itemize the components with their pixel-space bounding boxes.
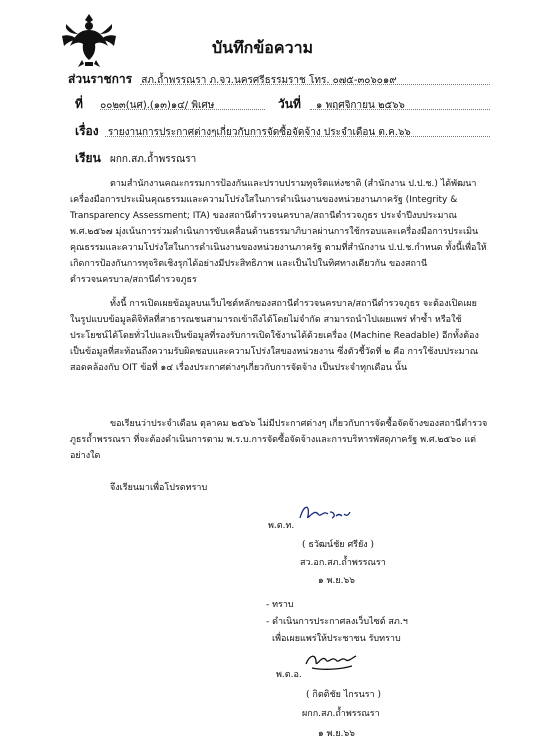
signer-1-rank: พ.ต.ท. — [268, 521, 295, 531]
doc-number-row — [75, 95, 214, 114]
doc-number-value: ๐๐๒๓(นศ).(๑๓)๑๔/ พิเศษ — [100, 100, 215, 111]
subject-row — [75, 122, 411, 141]
recipient-value: ผกก.สภ.ถ้ำพรรณรา — [109, 154, 197, 165]
signer-2-date: ๑ พ.ย.๖๖ — [318, 729, 355, 739]
subject-dotline — [105, 136, 490, 137]
subject-value: รายงานการประกาศต่างๆเกี่ยวกับการจัดซื้อจัดจ้าง ประจำเดือน ต.ค.๖๖ — [107, 127, 411, 138]
memo-title: บันทึกข้อความ — [212, 38, 314, 57]
signer-1-date: ๑ พ.ย.๖๖ — [318, 576, 355, 586]
body-paragraph-2: ทั้งนี้ การเปิดเผยข้อมูลบนเว็บไซต์หลักของสถานีตำรวจนครบาล/สถานีตำรวจภูธร จะต้องเปิดเผย ในรูปแบบข้อมูลดิจิทัลที่สาธารณชนสามารถเข้าถึงได้โดยไม่จำกัด สามารถนำไปเผยแพร่ ทำซ้ำ หรือใช้ประโยชน์ได้โดยทั่วไปและเป็นข้อมูลที่รองรับการเปิดใช้งานได้ด้วยเครื่อง (Machine Readable) อีกทั้งต้องเป็นข้อมูลที่สะท้อนถึงความรับผิดชอบและความโปร่งใสของหน่วยงาน ซึ่งตัวชี้วัดที่ ๒ คือ การใช้งบประมาณ สอดคล้องกับ OIT ข้อที่ ๑๔ เรื่องประกาศต่างๆเกี่ยวกับการจัดจ้าง เป็นประจำทุกเดือน นั้น — [70, 299, 479, 373]
recipient-label: เรียน — [75, 151, 101, 165]
note-instruction: - ดำเนินการประกาศลงเว็บไซต์ สภ.ฯ — [266, 617, 408, 627]
agency-label: ส่วนราชการ — [68, 72, 133, 86]
agency-dotline — [140, 84, 490, 85]
note-instruction-cont: เพื่อเผยแพร่ให้ประชาชน รับทราบ — [272, 634, 401, 644]
note-acknowledge: - ทราบ — [266, 600, 294, 610]
signer-1-position: สว.อก.สภ.ถ้ำพรรณรา — [300, 558, 386, 568]
signature-2-icon — [302, 648, 360, 674]
body-paragraph-1: ตามสำนักงานคณะกรรมการป้องกันและปราบปรามทุจริตแห่งชาติ (สำนักงาน ป.ป.ช.) ได้พัฒนาเครื่องมือการประเมินคุณธรรมและความโปร่งใสในการดำเนินงานของหน่วยงานภาครัฐ (Integrity & Transparency Assessment; ITA) ของสถานีตำรวจนครบาล/สถานีตำรวจภูธร ประจำปีงบประมาณ พ.ศ.๒๕๖๗ มุ่งเน้นการร่วมดำเนินการขับเคลื่อนด้านธรรมาภิบาลผ่านการใช้กรอบและเครื่องมือการประเมินคุณธรรมและความโปร่งใสในการดำเนินงานของหน่วยงานภาครัฐ ตามที่สำนักงาน ป.ป.ช.กำหนด ทั้งนี้เพื่อให้เกิดการป้องกันการทุจริตเชิงรุกได้อย่างมีประสิทธิภาพ และเป็นไปในทิศทางเดียวกัน ของสถานีตำรวจนครบาล/สถานีตำรวจภูธร — [70, 179, 487, 285]
recipient-row — [75, 149, 196, 168]
body-paragraph-3: ขอเรียนว่าประจำเดือน ตุลาคม ๒๕๖๖ ไม่มีประกาศต่างๆ เกี่ยวกับการจัดซื้อจัดจ้างของสถานีตำรวจภูธรถ้ำพรรณรา ที่จะต้องดำเนินการตาม พ.ร.บ.การจัดซื้อจัดจ้างและการบริหารพัสดุภาครัฐ พ.ศ.๒๕๖๐ แต่อย่างใด — [70, 419, 488, 461]
signer-1-name: ( ธวัฒน์ชัย ศรียัง ) — [302, 540, 375, 550]
subject-label: เรื่อง — [75, 124, 99, 138]
agency-value: สภ.ถ้ำพรรณรา ภ.จว.นครศรีธรรมราช โทร. ๐๗๕-๓๐๖๐๑๙ — [141, 75, 397, 86]
doc-number-dotline — [100, 109, 265, 110]
closing-line: จึงเรียนมาเพื่อโปรดทราบ — [110, 483, 208, 493]
signer-2-name: ( กิตติชัย ไกรนรา ) — [306, 690, 381, 700]
date-row — [278, 95, 405, 114]
signer-2-rank: พ.ต.อ. — [276, 670, 302, 680]
signer-2-position: ผกก.สภ.ถ้ำพรรณรา — [302, 709, 380, 719]
doc-number-label: ที่ — [75, 97, 83, 111]
agency-row — [68, 70, 397, 89]
date-label: วันที่ — [278, 97, 301, 111]
garuda-emblem-icon — [60, 12, 118, 68]
date-value: ๑ พฤศจิกายน ๒๕๖๖ — [316, 100, 405, 111]
date-dotline — [310, 109, 490, 110]
signature-1-icon — [296, 500, 358, 526]
